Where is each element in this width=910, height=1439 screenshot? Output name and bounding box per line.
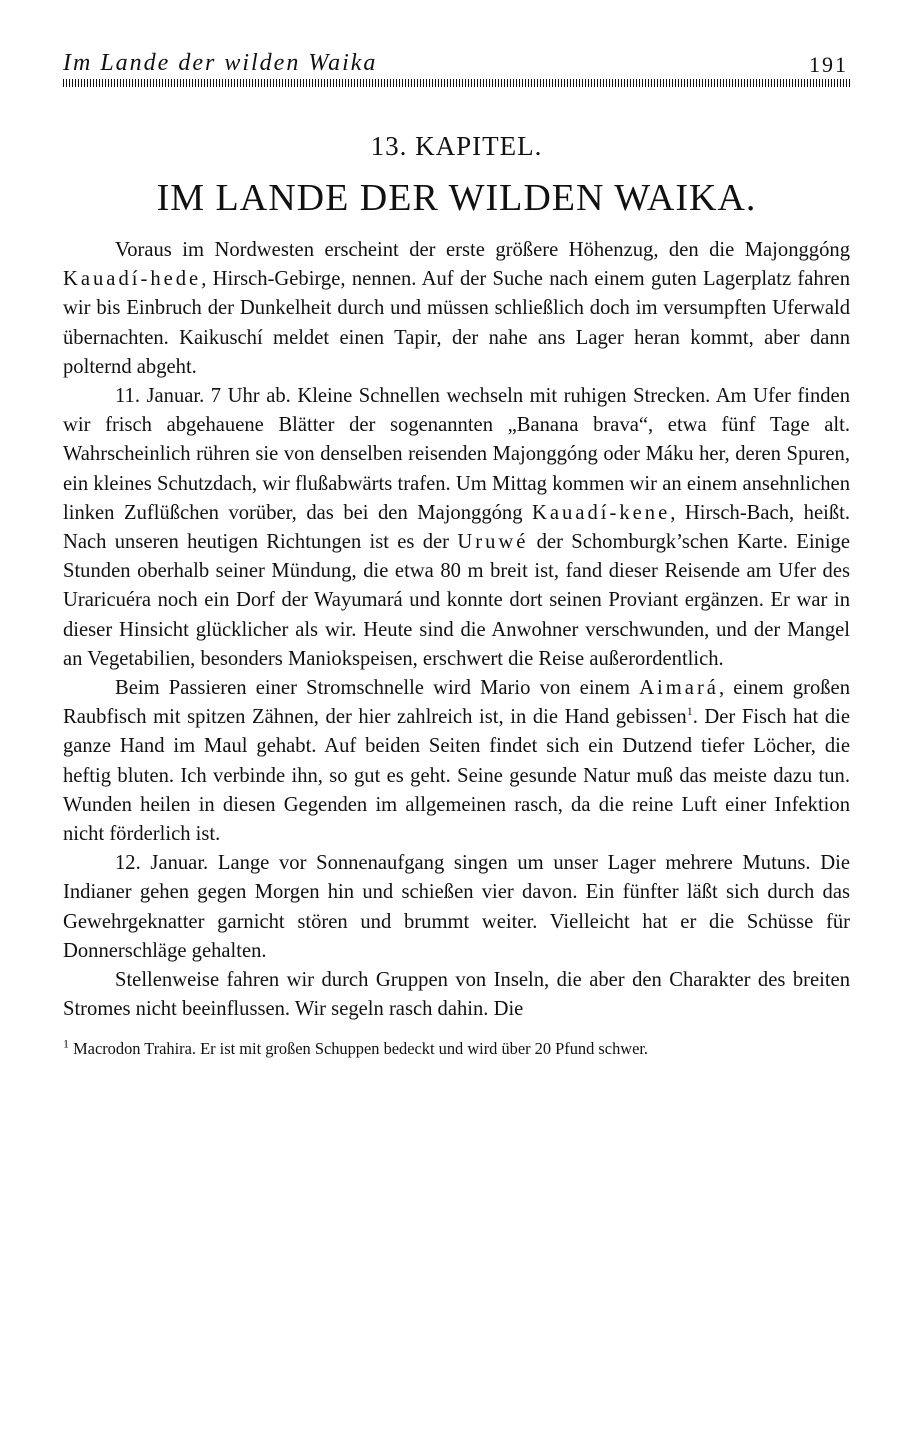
header-rule xyxy=(63,79,850,87)
book-page xyxy=(63,40,850,1061)
place-name: Kauadí-kene xyxy=(532,501,671,524)
footnote-text: Macrodon Trahira. Er ist mit großen Schuppen bedeckt und wird über 20 Pfund schwer. xyxy=(69,1039,649,1059)
text-run: 11. Januar. 7 Uhr ab. Kleine Schnellen wechseln mit ruhigen Strecken. Am Ufer finden wir frisch abgehauene Blätter der sogenannten „Banana brava“, etwa fünf Tage alt. Wahrscheinlich rühren sie von denselben reisenden Majonggóng oder Máku her, deren Spuren, ein kleines Schutzdach, wir flußabwärts trafen. Um Mittag kommen wir an einem ansehnlichen linken Zuflüßchen vorüber, das bei den Majonggóng xyxy=(63,385,850,524)
text-run: , Hirsch-Bach, heißt. Nach unseren heutigen Richtungen ist es der xyxy=(63,501,850,554)
body-text xyxy=(63,236,850,1024)
chapter-number: 13. KAPITEL. xyxy=(370,131,543,161)
running-head xyxy=(63,40,850,76)
place-name: Uruwé xyxy=(457,531,529,554)
paragraph-3 xyxy=(63,674,850,849)
paragraph-4: 12. Januar. Lange vor Sonnenaufgang singen um unser Lager mehrere Mutuns. Die Indianer gehen gegen Morgen hin und schießen vier davon. Ein fünfter läßt sich durch das Gewehrgeknatter garnicht stören und brummt weiter. Vielleicht hat er die Schüsse für Donnerschläge gehalten. xyxy=(63,852,850,962)
paragraph-1 xyxy=(63,236,850,382)
text-run: der Schomburgk’schen Karte. Einige Stunden oberhalb seiner Mündung, die etwa 80 m breit ist, fand dieser Reisende am Ufer des Uraricuéra noch ein Dorf der Wayumará und konnte dort seinen Proviant ergänzen. Er war in dieser Hinsicht glücklicher als wir. Heute sind die Anwohner verschwunden, und der Mangel an Vegetabilien, besonders Maniokspeisen, erschwert die Reise außerordentlich. xyxy=(63,531,850,670)
place-name: Kauadí-hede xyxy=(63,268,202,291)
footnote xyxy=(63,1036,850,1061)
running-head-title: Im Lande der wilden Waika xyxy=(63,50,378,76)
chapter-title: IM LANDE DER WILDEN WAIKA. xyxy=(156,177,757,219)
text-run: , einem großen Raubfisch mit spitzen Zähnen, der hier zahlreich ist, in die Hand gebissen xyxy=(63,677,850,729)
text-run: . Der Fisch hat die ganze Hand im Maul gehabt. Auf beiden Seiten findet sich ein Dutzend tiefer Löcher, die heftig bluten. Ich verbinde ihn, so gut es geht. Seine gesunde Natur muß das meiste dazu tun. Wunden heilen in diesen Gegenden im allgemeinen rasch, da die reine Luft einer Infektion nicht förderlich ist. xyxy=(63,706,850,846)
paragraph-5: Stellenweise fahren wir durch Gruppen von Inseln, die aber den Charakter des breiten Stromes nicht beeinflussen. Wir segeln rasch dahin. Die xyxy=(63,969,850,1021)
text-run: Beim Passieren einer Stromschnelle wird Mario von einem xyxy=(115,677,640,700)
footnote-reference[interactable]: 1 xyxy=(686,704,693,719)
text-run: , Hirsch-Gebirge, nennen. Auf der Suche nach einem guten Lagerplatz fahren wir bis Einbruch der Dunkelheit durch und müssen schließlich doch im versumpften Uferwald übernachten. Kaikuschí meldet einen Tapir, der nahe ans Lager heran kommt, aber dann polternd abgeht. xyxy=(63,268,850,378)
page-number: 191 xyxy=(809,52,848,77)
paragraph-2 xyxy=(63,382,850,674)
fish-name: Aimará xyxy=(639,677,719,700)
text-run: Voraus im Nordwesten erscheint der erste größere Höhenzug, den die Majonggóng xyxy=(115,239,850,261)
footnote-marker: 1 xyxy=(63,1037,69,1052)
